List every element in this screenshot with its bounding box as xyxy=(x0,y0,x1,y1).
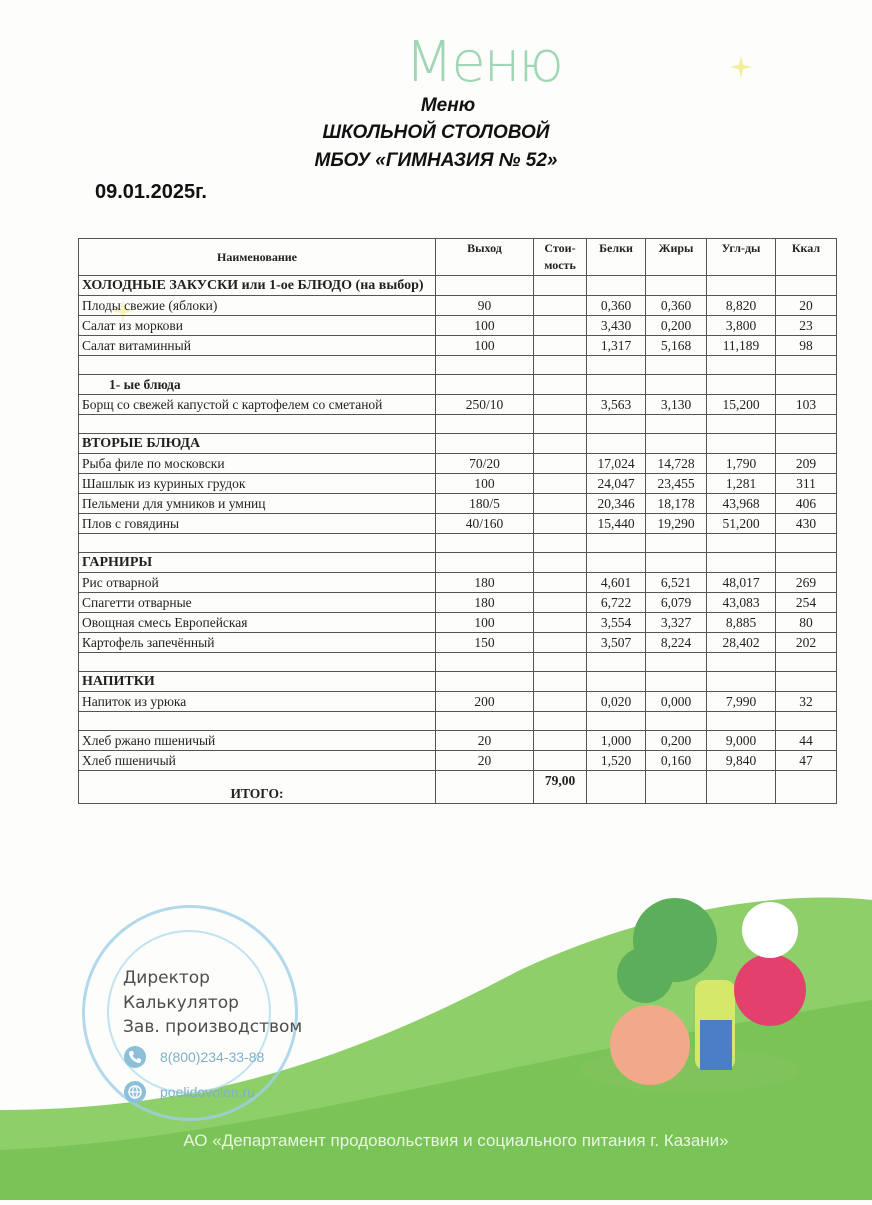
cell-kcal: 406 xyxy=(776,494,837,514)
cell-prot: 6,722 xyxy=(587,593,646,613)
table-row xyxy=(79,336,837,356)
dish-name: Пельмени для умников и умниц xyxy=(79,494,436,514)
cell-fat: 6,521 xyxy=(646,573,707,593)
cell-carb: 1,281 xyxy=(707,474,776,494)
empty-cell xyxy=(776,771,837,804)
table-row xyxy=(79,395,837,415)
cell-kcal: 254 xyxy=(776,593,837,613)
dish-name: Рис отварной xyxy=(79,573,436,593)
table-row xyxy=(79,296,837,316)
dish-name: Спагетти отварные xyxy=(79,593,436,613)
cell-fat: 0,360 xyxy=(646,296,707,316)
empty-cell xyxy=(646,356,707,375)
empty-cell xyxy=(436,771,534,804)
cell-cost xyxy=(534,336,587,356)
page-subtitle: ШКОЛЬНОЙ СТОЛОВОЙ xyxy=(322,122,550,143)
cell-kcal: 32 xyxy=(776,692,837,712)
cell-kcal: 47 xyxy=(776,751,837,771)
empty-cell xyxy=(776,415,837,434)
empty-cell xyxy=(436,672,534,692)
empty-cell xyxy=(587,553,646,573)
total-label: ИТОГО: xyxy=(79,771,436,804)
empty-cell xyxy=(776,356,837,375)
empty-cell xyxy=(707,712,776,731)
column-header: Угл-ды xyxy=(707,239,776,276)
cell-out: 100 xyxy=(436,316,534,336)
cell-cost xyxy=(534,573,587,593)
cell-fat: 3,130 xyxy=(646,395,707,415)
empty-cell xyxy=(587,434,646,454)
section-row xyxy=(79,276,837,296)
cell-out: 20 xyxy=(436,751,534,771)
empty-cell xyxy=(587,712,646,731)
empty-cell xyxy=(776,534,837,553)
table-row xyxy=(79,494,837,514)
dish-name: Салат витаминный xyxy=(79,336,436,356)
cell-carb: 9,840 xyxy=(707,751,776,771)
column-header: Жиры xyxy=(646,239,707,276)
cell-fat: 0,160 xyxy=(646,751,707,771)
empty-cell xyxy=(79,653,436,672)
cell-fat: 0,000 xyxy=(646,692,707,712)
cell-carb: 15,200 xyxy=(707,395,776,415)
empty-cell xyxy=(646,672,707,692)
cell-out: 180 xyxy=(436,573,534,593)
table-row xyxy=(79,474,837,494)
total-row xyxy=(79,771,837,804)
cell-carb: 51,200 xyxy=(707,514,776,534)
cell-carb: 8,885 xyxy=(707,613,776,633)
cell-cost xyxy=(534,751,587,771)
section-row xyxy=(79,553,837,573)
empty-cell xyxy=(776,653,837,672)
cell-cost xyxy=(534,474,587,494)
empty-cell xyxy=(646,276,707,296)
empty-cell xyxy=(707,534,776,553)
empty-cell xyxy=(776,672,837,692)
empty-cell xyxy=(707,653,776,672)
cell-out: 90 xyxy=(436,296,534,316)
empty-cell xyxy=(534,276,587,296)
cell-fat: 8,224 xyxy=(646,633,707,653)
cell-cost xyxy=(534,316,587,336)
table-row xyxy=(79,316,837,336)
total-cost: 79,00 xyxy=(534,771,587,804)
cell-out: 180 xyxy=(436,593,534,613)
cell-out: 100 xyxy=(436,474,534,494)
signature-director: Директор xyxy=(123,968,210,988)
empty-cell xyxy=(587,375,646,395)
empty-cell xyxy=(534,415,587,434)
empty-cell xyxy=(776,375,837,395)
cell-carb: 11,189 xyxy=(707,336,776,356)
signature-calculator: Калькулятор xyxy=(123,993,239,1013)
column-header: Выход xyxy=(436,239,534,276)
empty-cell xyxy=(79,415,436,434)
table-row xyxy=(79,731,837,751)
empty-cell xyxy=(707,375,776,395)
empty-cell xyxy=(436,653,534,672)
dish-name: Хлеб пшеничый xyxy=(79,751,436,771)
empty-cell xyxy=(587,771,646,804)
empty-cell xyxy=(79,356,436,375)
empty-cell xyxy=(436,375,534,395)
cell-prot: 3,507 xyxy=(587,633,646,653)
dish-name: Шашлык из куриных грудок xyxy=(79,474,436,494)
cell-prot: 0,360 xyxy=(587,296,646,316)
cell-carb: 48,017 xyxy=(707,573,776,593)
cell-fat: 3,327 xyxy=(646,613,707,633)
cell-kcal: 209 xyxy=(776,454,837,474)
cell-kcal: 44 xyxy=(776,731,837,751)
dish-name: ГАРНИРЫ xyxy=(79,553,436,573)
table-row xyxy=(79,692,837,712)
empty-cell xyxy=(707,434,776,454)
empty-cell xyxy=(587,534,646,553)
table-row xyxy=(79,514,837,534)
empty-cell xyxy=(776,553,837,573)
cell-cost xyxy=(534,613,587,633)
table-row xyxy=(79,633,837,653)
empty-cell xyxy=(534,356,587,375)
empty-cell xyxy=(436,534,534,553)
section-row xyxy=(79,672,837,692)
cell-carb: 43,083 xyxy=(707,593,776,613)
cell-carb: 8,820 xyxy=(707,296,776,316)
table-row xyxy=(79,751,837,771)
cell-out: 40/160 xyxy=(436,514,534,534)
cell-cost xyxy=(534,593,587,613)
cell-out: 70/20 xyxy=(436,454,534,474)
empty-cell xyxy=(436,712,534,731)
cell-cost xyxy=(534,494,587,514)
cell-fat: 5,168 xyxy=(646,336,707,356)
cell-prot: 4,601 xyxy=(587,573,646,593)
cell-cost xyxy=(534,633,587,653)
section-row xyxy=(79,375,837,395)
dish-name: Салат из моркови xyxy=(79,316,436,336)
empty-cell xyxy=(436,356,534,375)
dish-name: Плоды свежие (яблоки) xyxy=(79,296,436,316)
website-link[interactable]: poelidovolen.ru xyxy=(160,1084,255,1100)
empty-cell xyxy=(646,771,707,804)
globe-icon xyxy=(124,1081,146,1103)
dish-name: ХОЛОДНЫЕ ЗАКУСКИ или 1-ое БЛЮДО (на выбор) xyxy=(79,276,436,296)
cell-fat: 0,200 xyxy=(646,731,707,751)
empty-cell xyxy=(587,415,646,434)
cell-kcal: 311 xyxy=(776,474,837,494)
cell-prot: 1,317 xyxy=(587,336,646,356)
section-row xyxy=(79,434,837,454)
empty-cell xyxy=(587,653,646,672)
empty-cell xyxy=(646,534,707,553)
cell-cost xyxy=(534,395,587,415)
empty-cell xyxy=(707,415,776,434)
empty-cell xyxy=(707,276,776,296)
dish-name: Овощная смесь Европейская xyxy=(79,613,436,633)
cell-cost xyxy=(534,731,587,751)
empty-cell xyxy=(646,553,707,573)
dish-name: Плов с говядины xyxy=(79,514,436,534)
cell-carb: 28,402 xyxy=(707,633,776,653)
dish-name: НАПИТКИ xyxy=(79,672,436,692)
cell-out: 200 xyxy=(436,692,534,712)
empty-cell xyxy=(534,534,587,553)
dish-name: 1- ые блюда xyxy=(79,375,436,395)
cell-kcal: 80 xyxy=(776,613,837,633)
empty-cell xyxy=(534,375,587,395)
empty-cell xyxy=(79,534,436,553)
empty-cell xyxy=(587,276,646,296)
empty-cell xyxy=(646,375,707,395)
cell-prot: 3,430 xyxy=(587,316,646,336)
dish-name: Картофель запечённый xyxy=(79,633,436,653)
blank-row xyxy=(79,415,837,434)
empty-cell xyxy=(587,672,646,692)
empty-cell xyxy=(707,672,776,692)
table-row xyxy=(79,613,837,633)
empty-cell xyxy=(707,771,776,804)
cell-cost xyxy=(534,296,587,316)
empty-cell xyxy=(776,434,837,454)
empty-cell xyxy=(707,356,776,375)
empty-cell xyxy=(436,434,534,454)
empty-cell xyxy=(534,553,587,573)
empty-cell xyxy=(436,415,534,434)
menu-logo: Меню xyxy=(405,30,562,95)
cell-kcal: 20 xyxy=(776,296,837,316)
blank-row xyxy=(79,712,837,731)
cell-fat: 6,079 xyxy=(646,593,707,613)
dish-name: Рыба филе по московски xyxy=(79,454,436,474)
cell-cost xyxy=(534,692,587,712)
cell-cost xyxy=(534,454,587,474)
cell-carb: 1,790 xyxy=(707,454,776,474)
dish-name: Хлеб ржано пшеничый xyxy=(79,731,436,751)
cell-cost xyxy=(534,514,587,534)
cell-out: 150 xyxy=(436,633,534,653)
cell-carb: 43,968 xyxy=(707,494,776,514)
cell-carb: 7,990 xyxy=(707,692,776,712)
empty-cell xyxy=(776,276,837,296)
cell-prot: 1,520 xyxy=(587,751,646,771)
cell-carb: 3,800 xyxy=(707,316,776,336)
cell-prot: 3,563 xyxy=(587,395,646,415)
empty-cell xyxy=(587,356,646,375)
department-name: АО «Департамент продовольствия и социального питания г. Казани» xyxy=(183,1131,729,1150)
cell-kcal: 98 xyxy=(776,336,837,356)
signature-production-head: Зав. производством xyxy=(123,1017,303,1037)
table-row xyxy=(79,454,837,474)
empty-cell xyxy=(534,653,587,672)
cell-prot: 1,000 xyxy=(587,731,646,751)
cell-out: 180/5 xyxy=(436,494,534,514)
cell-carb: 9,000 xyxy=(707,731,776,751)
empty-cell xyxy=(646,712,707,731)
page-title: Меню xyxy=(420,95,476,116)
empty-cell xyxy=(534,672,587,692)
blank-row xyxy=(79,534,837,553)
cell-fat: 19,290 xyxy=(646,514,707,534)
table-row xyxy=(79,593,837,613)
column-header: Белки xyxy=(587,239,646,276)
dish-name: Напиток из урюка xyxy=(79,692,436,712)
empty-cell xyxy=(707,553,776,573)
table-header-row xyxy=(79,239,837,276)
empty-cell xyxy=(436,553,534,573)
menu-table xyxy=(78,238,837,804)
empty-cell xyxy=(534,434,587,454)
cell-out: 250/10 xyxy=(436,395,534,415)
cell-prot: 15,440 xyxy=(587,514,646,534)
cell-fat: 14,728 xyxy=(646,454,707,474)
table-row xyxy=(79,573,837,593)
phone-number: 8(800)234-33-88 xyxy=(160,1049,265,1065)
cell-fat: 0,200 xyxy=(646,316,707,336)
empty-cell xyxy=(776,712,837,731)
dish-name: ВТОРЫЕ БЛЮДА xyxy=(79,434,436,454)
cell-kcal: 202 xyxy=(776,633,837,653)
cell-fat: 23,455 xyxy=(646,474,707,494)
empty-cell xyxy=(436,276,534,296)
cell-kcal: 269 xyxy=(776,573,837,593)
empty-cell xyxy=(534,712,587,731)
cell-kcal: 103 xyxy=(776,395,837,415)
menu-date: 09.01.2025г. xyxy=(95,181,207,203)
dish-name: Борщ со свежей капустой с картофелем со сметаной xyxy=(79,395,436,415)
cell-prot: 24,047 xyxy=(587,474,646,494)
blank-row xyxy=(79,653,837,672)
cell-out: 100 xyxy=(436,336,534,356)
empty-cell xyxy=(646,434,707,454)
cell-fat: 18,178 xyxy=(646,494,707,514)
blank-row xyxy=(79,356,837,375)
column-header: Стои-мость xyxy=(534,239,587,276)
cell-kcal: 430 xyxy=(776,514,837,534)
cell-out: 100 xyxy=(436,613,534,633)
cell-prot: 20,346 xyxy=(587,494,646,514)
empty-cell xyxy=(79,712,436,731)
cell-kcal: 23 xyxy=(776,316,837,336)
cell-prot: 17,024 xyxy=(587,454,646,474)
school-name: МБОУ «ГИМНАЗИЯ № 52» xyxy=(314,150,558,171)
sparkle-decoration xyxy=(730,56,752,78)
column-header: Наименование xyxy=(79,239,436,276)
cell-prot: 3,554 xyxy=(587,613,646,633)
empty-cell xyxy=(646,415,707,434)
phone-icon xyxy=(124,1046,146,1068)
cell-out: 20 xyxy=(436,731,534,751)
cell-prot: 0,020 xyxy=(587,692,646,712)
column-header: Ккал xyxy=(776,239,837,276)
empty-cell xyxy=(646,653,707,672)
